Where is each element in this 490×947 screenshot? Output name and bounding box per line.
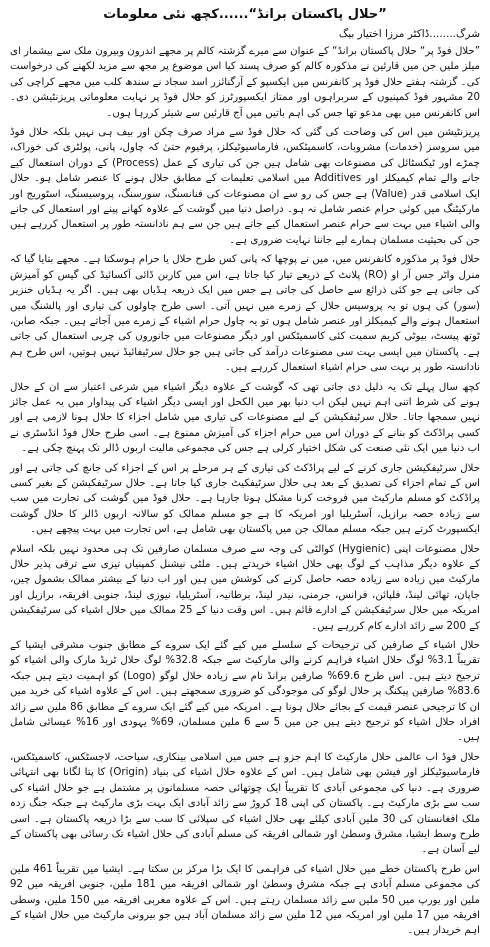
article-paragraph-2: پریزنٹیشن میں اس کی وضاحت کی گئی کہ حلال فوڈ سے مراد صرف چکن اور بیف ہی نہیں بلکہ حلال فوڈ میں سروسز (خدمات) مشروبات، کاسمیٹکس، فارماسیوٹیکلز، پرفیوم حتیٰ کہ چاول، پانی، پولٹری کی خوراک، چمڑے اور ٹیکسٹائل کی مصنوعات بھی شامل ہیں جن کی تیاری کے عمل (Process) کے دوران استعمال کیے جانے والے تمام کیمیکلز اور Additives میں اسلامی تعلیمات کے مطابق حلال ہونے کا عنصر شامل ہو۔ حلال ایک اسلامی قدر (Value) ہے جس کی رو سے ان مصنوعات کی فنانسنگ، سورسنگ، پروسیسنگ، اسٹوریج اور مارکیٹنگ میں کوئی حرام عنصر شامل نہ ہو۔ دراصل دنیا میں گوشت کے علاوہ کھانے پینے اور استعمال کی جانے والی اشیاء میں بہت سے حرام عنصر استعمال کیے جاتے ہیں جن سے ہم نادانستہ طور پر استعمال کررہے ہیں جن کی بحیثیت مسلمان ہمارے لیے جاننا نہایت ضروری ہے۔ [10, 127, 480, 246]
article-title: ”حلال پاکستان برانڈ“......کچھ نئی معلومات [103, 7, 387, 22]
article-paragraph-6: حلال مصنوعات اپنی (Hygienic) کوالٹی کی وجہ سے صرف مسلمان صارفین تک ہی محدود نہیں بلکہ اسلام کے علاوہ دیگر مذاہب کے لوگ بھی حلال اشیاء خریدتے ہیں۔ ملٹی نیشنل کمپنیاں تیزی سے ترقی پذیر حلال مارکیٹ میں زیادہ سے زیادہ حصہ حاصل کرنے کی کوشش میں ہیں اور اب دنیا کے بیشتر ممالک بشمول چین، جاپان، تھائی لینڈ، فلپائن، فرانس، جرمنی، نیدر لینڈ، برطانیہ، آسٹریلیا، نیوزی لینڈ، جنوبی افریقہ، برازیل اور امریکہ میں حلال سرٹیفکیشن کے ادارے قائم ہیں۔ اس وقت دنیا کے 25 ممالک میں حلال اشیاء کی سرٹیفکیشن کے 200 سے زائد ادارے کام کررہے ہیں۔ [10, 543, 481, 632]
article-paragraph-5: حلال سرٹیفکیشن جاری کرنے کے لیے پراڈکٹ کی تیاری کے ہر مرحلے پر اس کے اجزاء کی جانچ کی جاتی ہے اور اس کے تمام اجزاء کی تصدیق کے بعد ہی حلال سرٹیفکیٹ جاری کیا جاتا ہے۔ حلال سرٹیفکیشن کے بغیر کسی پراڈکٹ کو مسلم مارکیٹ میں فروخت کرنا مشکل ہوتا جارہا ہے۔ حلال فوڈ میں گوشت کی تجارت میں سب سے زیادہ حصہ برازیل، آسٹریلیا اور امریکہ کا ہے جو مسلم ممالک کو سالانہ اربوں ڈالر کا حلال گوشت ایکسپورٹ کرتے ہیں جبکہ مسلم ممالک جن میں پاکستان بھی شامل ہے، اس تجارت میں بہت پیچھے ہیں۔ [10, 462, 480, 536]
article-paragraph-7: حلال اشیاء کے صارفین کی ترجیحات کے سلسلے میں کیے گئے ایک سروے کے مطابق جنوب مشرقی ایشیا کے تقریباً 3.1% لوگ حلال اشیاء فراہم کرنے والی مارکیٹ سے جبکہ 32.8% لوگ حلال ٹریڈ مارک والی اشیاء کو ترجیح دیتے ہیں۔ اس طرح 69.6% صارفین برانڈ نام سے زیادہ حلال لوگو (Logo) کو اہمیت دیتے ہیں جبکہ 83.6% صارفین پیکنگ پر حلال لوگو کی موجودگی کو ضروری سمجھتے ہیں۔ اس کے علاوہ اشیاء کی خرید میں ان کا ترجیحی عنصر قیمت کے بجائے حلال ہونا ہے۔ امریکہ میں کیے گئے ایک سروے کے مطابق 86 ملین سے زائد افراد حلال اشیاء کو ترجیح دیتے ہیں جن میں 5 سے 6 ملین مسلمان، 69% یہودی اور 16% عیسائی شامل ہیں۔ [10, 640, 480, 744]
article-paragraph-3: حلال فوڈ پر مذکورہ کانفرنس میں، میں نے پوچھا کہ پانی کس طرح حلال یا حرام ہوسکتا ہے۔ مجھے بتایا گیا کہ منرل واٹر جس آر او (RO) پلانٹ کے ذریعے تیار کیا جاتا ہے، اس میں کاربن ڈائی آکسائیڈ کی گیس کو آمیزش کی جاتی ہے جو کئی ذرائع سے حاصل کی جاتی ہے جس میں ایک ذریعہ ہڈیاں بھی ہیں۔ اگر یہ ہڈیاں خنزیر (سور) کی ہوں تو یہ پروسیس حلال کے زمرے میں نہیں آتی۔ اسی طرح چاولوں کی تیاری اور پالشنگ میں استعمال ہونے والے کیمیکلز اور عنصر شامل ہوں تو یہ چاول حرام اشیاء کے زمرے میں آجاتے ہیں۔ جبکہ صابن، ٹوتھ پیسٹ، بیوٹی کریم سمیت کئی کاسمیٹکس اور دیگر مصنوعات میں جانوروں کی چربی استعمال کی جاتی ہے۔ پاکستان میں ایسی بہت سی مصنوعات درآمد کی جاتی ہیں جو حلال سرٹیفائیڈ نہیں ہوتیں، اس طرح ہم نادانستہ طور پر بہت سی حرام اشیاء استعمال کررہے ہیں۔ [10, 254, 480, 374]
article-paragraph-9: اس طرح پاکستان خطے میں حلال اشیاء کی فراہمی کا ایک بڑا مرکز بن سکتا ہے۔ ایشیا میں تقریباً 461 ملین کی مجموعی مسلم آبادی ہے جبکہ مشرق وسطیٰ اور شمالی افریقہ میں 181 ملین، جنوبی افریقہ میں 92 ملین اور یورپ میں 50 ملین سے زائد مسلمان رہتے ہیں۔ اس کے علاوہ مغربی افریقہ میں 150 ملین، وسطی افریقہ میں 17 ملین اور امریکہ میں 12 ملین سے زائد مسلمان آباد ہیں جو بیرونی مارکیٹ میں حلال اشیاء کے اہم خریدار ہیں۔ [10, 863, 480, 937]
article-paragraph-8: حلال فوڈ اب عالمی حلال مارکیٹ کا اہم جزو ہے جس میں اسلامی بینکاری، سیاحت، لاجسٹکس، کاسمیٹکس، فارماسیوٹیکلز اور فیشن بھی شامل ہیں۔ اس کے علاوہ حلال اشیاء کی بنیاد (Origin) کا پتا لگانا بھی انتہائی ضروری ہے۔ دنیا کی مجموعی آبادی کا تقریباً ایک چوتھائی حصہ مسلمانوں پر مشتمل ہے جو حلال اشیاء کی سب سے بڑی مارکیٹ ہے۔ پاکستان کی اپنی 18 کروڑ سے زائد آبادی ایک بہت بڑی مارکیٹ ہے جبکہ جنگ زدہ ملک افغانستان کی 30 ملین آبادی کیلئے بھی حلال اشیاء کی سپلائی کا سب سے بڑا ذریعہ پاکستان ہے۔ اسی طرح وسط ایشیا، مشرق وسطیٰ اور شمالی افریقہ کی مسلم آبادی کی حلال اشیاء تک رسائی بھی پاکستان کے لیے آسان ہے۔ [10, 751, 481, 856]
article-paragraph-4: کچھ سال پہلے تک یہ دلیل دی جاتی تھی کہ گوشت کے علاوہ دیگر اشیاء میں شرعی اعتبار سے ان کے حلال ہونے کی شرط اتنی اہم نہیں لیکن اب دنیا بھر میں الکحل اور ایسی دیگر اشیاء کی پیداوار میں یہ عمل جائز نہیں سمجھا جاتا۔ حلال سرٹیفکیشن کے لیے مصنوعات کی تیاری میں شامل اجزاء کا حلال ہونا لازمی ہے اور کسی پراڈکٹ کو بنانے کے دوران اس میں حرام اجزاء کی آمیزش ممنوع ہے۔ اسی طرح حلال فوڈ انڈسٹری نے اب دنیا میں ایک نئی صنعت کی شکل اختیار کرلی ہے جس کی مجموعی مالیت اربوں ڈالر تک پہنچ چکی ہے۔ [10, 381, 480, 455]
article-paragraph-1: ”حلال فوڈ پر“ حلال پاکستان برانڈ“ کے عنوان سے میرے گزشتہ کالم پر مجھے اندرون وبیرون ملک سے بیشمار ای میلز ملیں جن میں قارئین نے مذکورہ کالم کو صرف پسند کیا اس موضوع پر مجھ سے مزید لکھنے کی درخواست کی۔ گزشتہ ہفتے حلال فوڈ پر کانفرنس میں ایکسپو کے آرگنائزر اسد سجاد نے سندھ کلب میں مجھے کراچی کی 20 مشہور فوڈ کمپنیوں کے سربراہوں اور ممتاز ایکسپورٹرز کو حلال فوڈ پر نہایت معلوماتی پریزنٹیشن دی۔ اس کانفرنس میں بھی مدعو تھا جس کی اہم باتیں میں آج قارئین سے شیئر کررہا ہوں۔ [10, 46, 480, 119]
article-byline: شرگ........ڈاکٹر مرزا اختیار بیگ [338, 28, 480, 40]
